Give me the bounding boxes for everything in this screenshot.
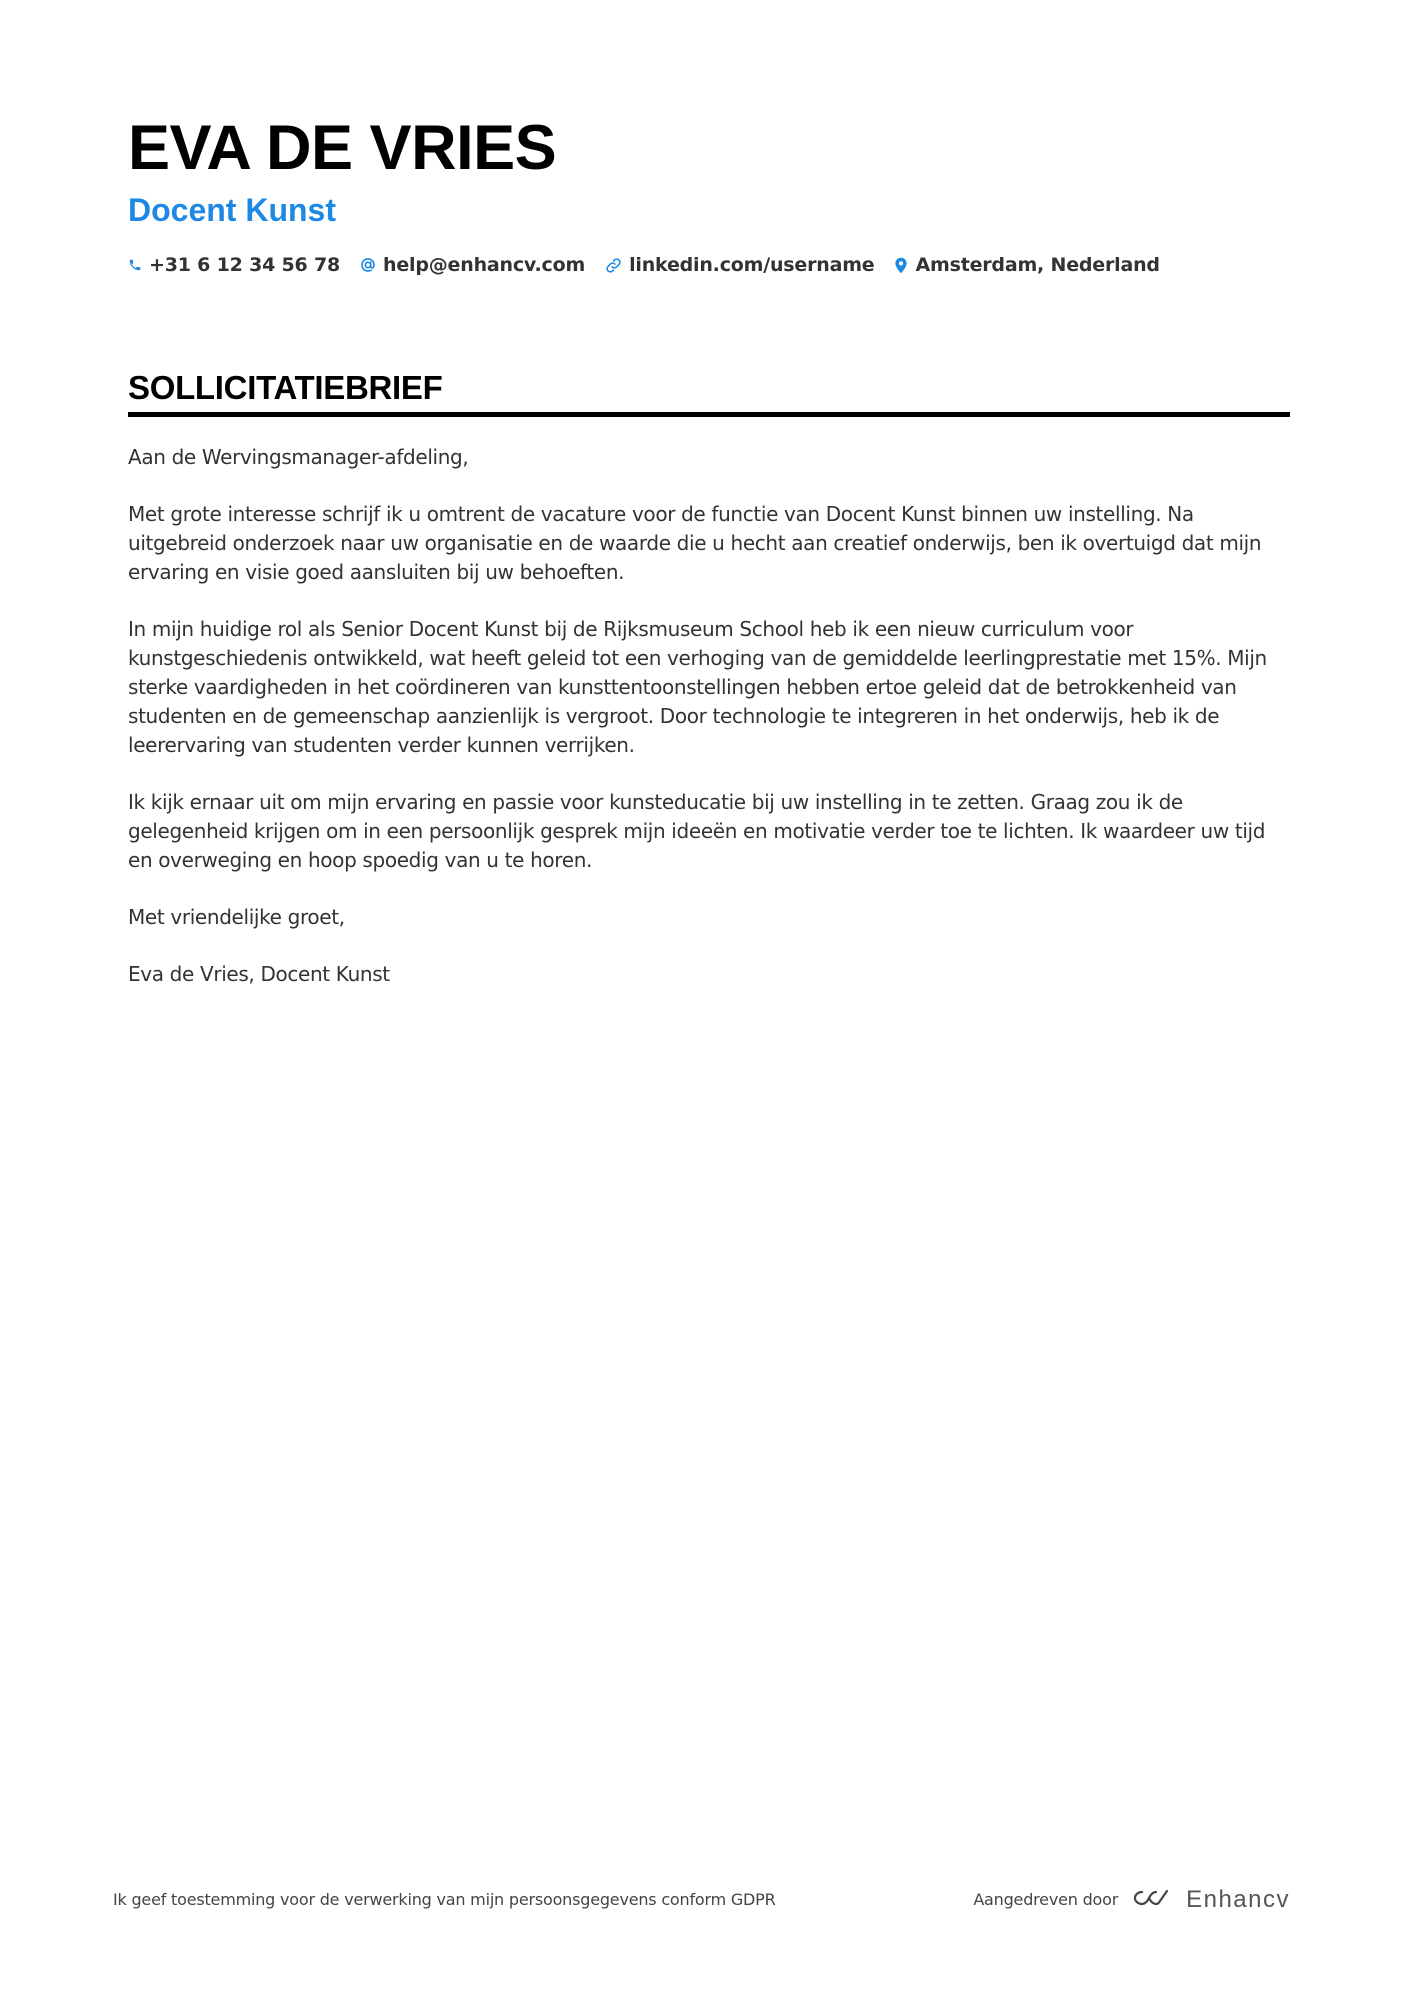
at-icon xyxy=(360,257,376,273)
letter-paragraph: Met grote interesse schrijf ik u omtrent de vacature voor de functie van Docent Kunst binnen uw instelling. Na uitgebreid onderzoek naar uw organisatie en de waarde die u hecht aan creatief onderwijs, ben ik overtuigd dat mijn ervaring en visie goed aansluiten bij uw behoeften. xyxy=(128,502,1262,584)
location-text: Amsterdam, Nederland xyxy=(915,254,1160,276)
letter-salutation: Aan de Wervingsmanager-afdeling, xyxy=(128,445,469,469)
contact-linkedin[interactable] xyxy=(605,252,874,278)
contact-info xyxy=(128,252,1290,278)
gdpr-consent-text: Ik geef toestemming voor de verwerking van mijn persoonsgegevens conform GDPR xyxy=(113,1890,776,1909)
section-title: SOLLICITATIEBRIEF xyxy=(128,368,1290,417)
map-pin-icon xyxy=(894,257,908,274)
contact-location xyxy=(894,252,1159,278)
letter-signature: Eva de Vries, Docent Kunst xyxy=(128,962,390,986)
phone-icon xyxy=(128,258,142,272)
linkedin-url: linkedin.com/username xyxy=(629,254,875,276)
cover-letter-section xyxy=(128,368,1290,1017)
contact-email[interactable] xyxy=(360,252,585,278)
page-footer xyxy=(113,1886,1290,1914)
email-address: help@enhancv.com xyxy=(383,254,586,276)
link-icon xyxy=(605,257,622,274)
phone-number: +31 6 12 34 56 78 xyxy=(149,254,341,276)
enhancv-wordmark: Enhancv xyxy=(1186,1886,1290,1913)
resume-header xyxy=(128,112,1290,278)
letter-body xyxy=(128,443,1290,989)
letter-paragraph: In mijn huidige rol als Senior Docent Kunst bij de Rijksmuseum School heb ik een nieuw curriculum voor kunstgeschiedenis ontwikkeld, wat heeft geleid tot een verhoging van de gemiddelde leerlingprestatie met 15%. Mijn sterke vaardigheden in het coördineren van kunsttentoonstellingen hebben ertoe geleid dat de betrokkenheid van studenten en de gemeenschap aanzienlijk is vergroot. Door technologie te integreren in het onderwijs, heb ik de leerervaring van studenten verder kunnen verrijken. xyxy=(128,617,1267,757)
candidate-title: Docent Kunst xyxy=(128,192,336,228)
enhancv-logo-icon xyxy=(1130,1886,1176,1914)
candidate-name: EVA DE VRIES xyxy=(128,113,557,183)
powered-by[interactable] xyxy=(973,1886,1290,1914)
powered-by-label: Aangedreven door xyxy=(973,1890,1119,1909)
letter-paragraph: Ik kijk ernaar uit om mijn ervaring en passie voor kunsteducatie bij uw instelling in te zetten. Graag zou ik de gelegenheid krijgen om in een persoonlijk gesprek mijn ideeën en motivatie verder toe te lichten. Ik waardeer uw tijd en overweging en hoop spoedig van u te horen. xyxy=(128,790,1266,872)
enhancv-brand xyxy=(1130,1886,1290,1914)
contact-phone[interactable] xyxy=(128,252,340,278)
letter-closing: Met vriendelijke groet, xyxy=(128,905,345,929)
